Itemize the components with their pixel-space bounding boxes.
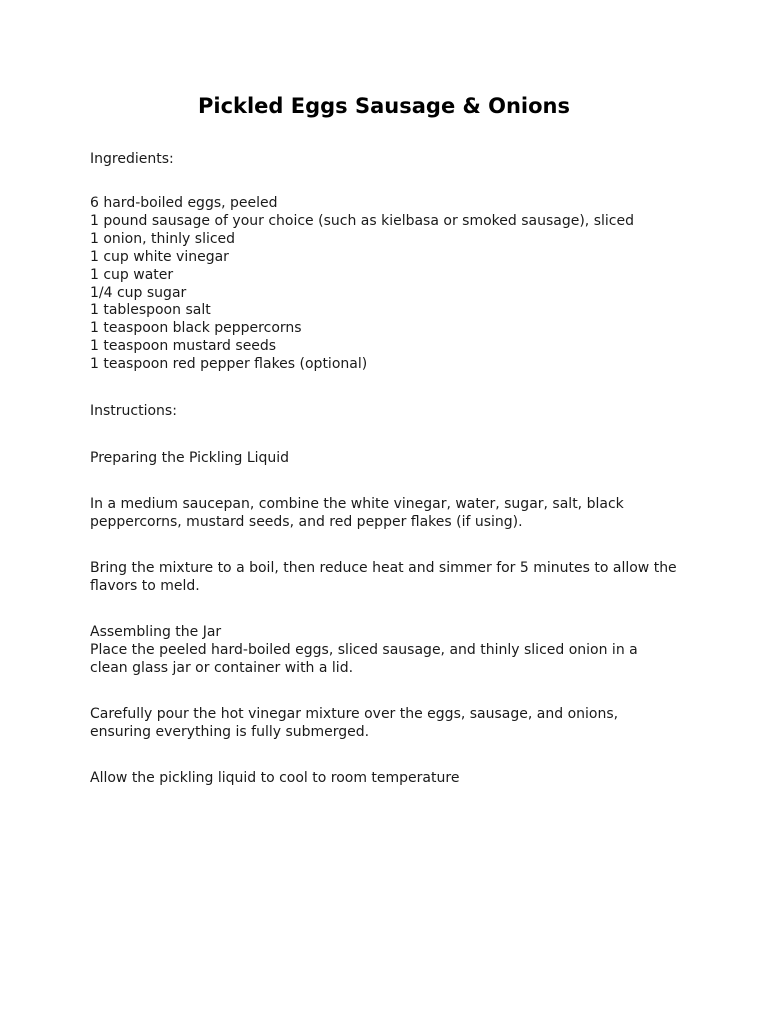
ingredient-item: 1 teaspoon black peppercorns (90, 320, 302, 337)
assembling-section (90, 623, 678, 677)
ingredient-item: 1 teaspoon red pepper flakes (optional) (90, 356, 368, 373)
section-heading-pickling: Preparing the Pickling Liquid (90, 450, 290, 467)
page-title: Pickled Eggs Sausage & Onions (197, 94, 570, 118)
ingredient-item: 1 teaspoon mustard seeds (90, 338, 277, 355)
instruction-step-pour: Carefully pour the hot vinegar mixture over the eggs, sausage, and onions, ensuring everything is fully submerged. (90, 706, 619, 741)
ingredient-item: 1 tablespoon salt (90, 302, 211, 319)
instruction-step-boil: Bring the mixture to a boil, then reduce heat and simmer for 5 minutes to allow the flavors to meld. (90, 560, 677, 595)
ingredient-item: 1 cup white vinegar (90, 248, 229, 265)
instruction-step-cool: Allow the pickling liquid to cool to room temperature (90, 770, 460, 787)
ingredient-item: 1/4 cup sugar (90, 284, 187, 301)
ingredients-label: Ingredients: (90, 151, 174, 167)
ingredient-item: 6 hard-boiled eggs, peeled (90, 195, 278, 211)
ingredient-item: 1 onion, thinly sliced (90, 230, 236, 247)
ingredient-item: 1 pound sausage of your choice (such as kielbasa or smoked sausage), sliced (90, 212, 634, 229)
section-heading-assembling: Assembling the Jar (90, 624, 222, 641)
instruction-step-combine: In a medium saucepan, combine the white vinegar, water, sugar, salt, black peppercorns, mustard seeds, and red pepper flakes (if using). (90, 496, 624, 531)
instruction-step-place: Place the peeled hard-boiled eggs, sliced sausage, and thinly sliced onion in a clean glass jar or container with a lid. (90, 642, 638, 677)
ingredients-list (90, 195, 678, 374)
ingredient-item: 1 cup water (90, 266, 174, 283)
instructions-label: Instructions: (90, 403, 177, 420)
